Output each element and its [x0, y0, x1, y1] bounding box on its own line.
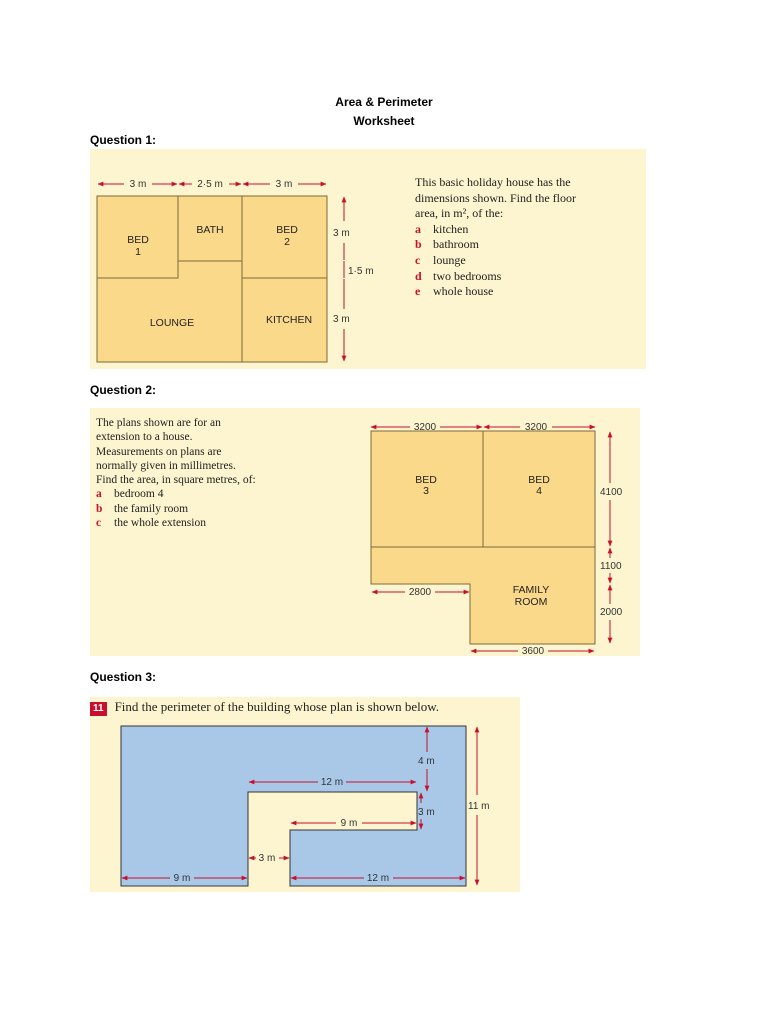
bed-3-number: 3: [423, 485, 429, 497]
width-1-label: 3 m: [129, 179, 147, 190]
question-1-heading: Question 1:: [90, 133, 157, 147]
page-title: Area & Perimeter: [335, 95, 433, 109]
q1-item-d: d two bedrooms: [415, 268, 502, 283]
q2-item-c: c the whole extension: [96, 517, 206, 530]
dim-3m-horizontal: 3 m: [258, 853, 276, 864]
q2-text-line-3: Measurements on plans are: [96, 445, 222, 458]
dim-12m-top: 12 m: [320, 777, 344, 788]
dim-12m-bottom: 12 m: [366, 873, 390, 884]
bed-2-number: 2: [284, 236, 290, 248]
building-plan-diagram: [90, 697, 520, 892]
right-dim-3: 2000: [600, 607, 623, 618]
q2-item-b: b the family room: [96, 502, 189, 515]
bath-label: BATH: [196, 224, 224, 236]
q1-item-c: c lounge: [415, 252, 466, 267]
right-dim-1: 4100: [600, 487, 623, 498]
top-dim-2: 3200: [524, 422, 548, 433]
width-3-label: 3 m: [275, 179, 293, 190]
bottom-dim: 3600: [521, 646, 545, 657]
top-dim-1: 3200: [413, 422, 437, 433]
lounge-label: LOUNGE: [149, 317, 195, 329]
left-dim: 2800: [408, 587, 432, 598]
q1-item-a: a kitchen: [415, 221, 469, 236]
q1-text-line-1: This basic holiday house has the: [415, 175, 571, 189]
right-dim-2: 1100: [600, 561, 622, 572]
q2-text-line-4: normally given in millimetres.: [96, 459, 236, 472]
q1-text-line-3: area, in m², of the:: [415, 206, 504, 221]
question-3-heading: Question 3:: [90, 670, 157, 684]
height-1-label: 3 m: [333, 228, 350, 239]
q3-instruction: Find the perimeter of the building whose plan is shown below.: [114, 699, 440, 714]
family-room: [371, 547, 595, 644]
bed-4-label: BED: [528, 474, 550, 486]
dim-11m: 11 m: [468, 801, 490, 812]
dim-9m-bottom: 9 m: [173, 873, 191, 884]
q2-text-line-1: The plans shown are for an: [96, 417, 221, 429]
bed-3-label: BED: [415, 474, 437, 486]
question-2-heading: Question 2:: [90, 383, 157, 397]
building-outline: [121, 726, 466, 886]
bed-4-number: 4: [536, 485, 542, 497]
extension-plan-diagram: [90, 408, 640, 656]
family-room-label-2: ROOM: [514, 596, 548, 608]
q2-text-line-2: extension to a house.: [96, 431, 193, 444]
q1-item-b: b bathroom: [415, 237, 479, 252]
q1-text-line-2: dimensions shown. Find the floor: [415, 190, 576, 205]
bed-2-label: BED: [276, 224, 298, 236]
q2-item-a: a bedroom 4: [96, 488, 164, 501]
q2-text-line-5: Find the area, in square metres, of:: [96, 474, 256, 487]
dim-9m-middle: 9 m: [340, 818, 358, 829]
question-3-figure: [90, 697, 520, 892]
height-3-label: 3 m: [333, 314, 350, 325]
page-subtitle: Worksheet: [353, 114, 415, 128]
dim-4m: 4 m: [418, 756, 435, 767]
height-2-label: 1·5 m: [348, 266, 374, 277]
dim-3m-vertical: 3 m: [418, 807, 435, 818]
q1-item-e: e whole house: [415, 284, 494, 299]
bed-1-label: BED: [127, 234, 149, 246]
question-1-figure: [90, 149, 646, 369]
width-2-label: 2·5 m: [197, 179, 223, 190]
family-room-label-1: FAMILY: [512, 584, 550, 596]
question-number-badge: 11: [90, 702, 107, 716]
question-1-text: [415, 175, 576, 300]
bed-1-number: 1: [135, 246, 141, 258]
kitchen-label: KITCHEN: [265, 314, 313, 326]
question-2-figure: [90, 408, 640, 656]
